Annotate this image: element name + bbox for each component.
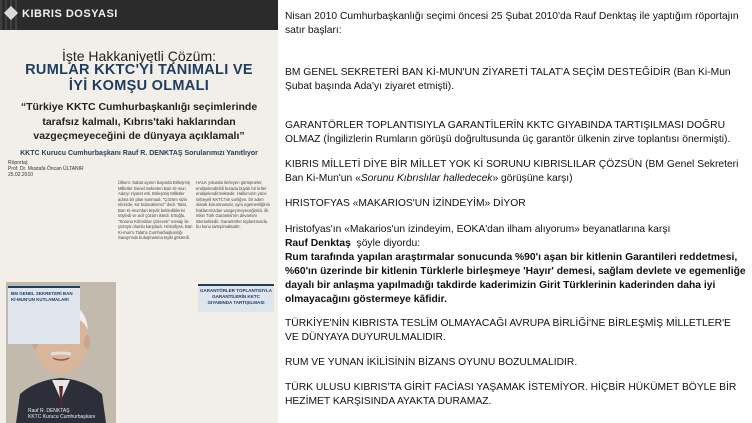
magazine-column-2: HALK yolunda ilerleyen görüşmeler, endişelendirildi burada büyük bir kriter endişelendirmektedir. Halkımızın yüce sebeyeli KKTC'nin varlığını, bir adım olarak korunmasıdır, aynı egemenliğinin haklarımızdan vazgeçmeyeceğimizi, ilk etkin Türk Garantisi'nin devamını istemektedir. Garantörler toplantısında bu konu tartışılmaktadır. [196,180,271,229]
article-point-2 [285,119,747,147]
article-point-7: RUM VE YUNAN İKİLİSİNİN BİZANS OYUNU BOZULMALIDIR. [285,357,578,368]
speaker-said: şöyle diyordu: [356,238,421,249]
article-point-4: HRISTOFYAS «MAKARIOS'UN İZİNDEYİM» DİYOR [285,198,526,209]
magazine-header-bar [0,0,278,30]
point-2-heading: GARANTÖRLER TOPLANTISIYLA GARANTİLERİN KKTC GIYABINDA TARTIŞILMASI DOĞRU OLMAZ [285,120,726,145]
article-intro: Nisan 2010 Cumhurbaşkanlığı seçimi öncesi 25 Şubat 2010'da Rauf Denktaş ile yaptığım röportajın satır başları: [285,11,739,36]
magazine-column-1: Ülkem: Sabat ayının başında Birleşmiş Milletler Genel Sekreteri Ban Ki-mun Ada'yı ziyaret etti. Birleşmiş Milletler adına bir plan sunmadı. "Çözüm sizin elinizde, siz bulacaksınız" dedi. Talat, Ban Ki-mun'dan teşvik beklediklerini söyledi ve acil çözüm istedi. Ertoğlu, "Sorunu Kıbrıslılar çözecek" mesajı ile çözüyü olumlu karşıladı. Hristofyas, Ban Ki-mun'u Talat'a Cumhurbaşkanlığı Sarayı'nda buluşmasına tepki gösterdi. [118,180,193,240]
magazine-headline [0,62,278,94]
reporter-name: Prof. Dr. Mustafa Öncan ÜLTANIR [8,166,84,172]
article-point-1 [285,66,747,94]
headline-line-2: İYİ KOMŞU OLMALI [68,78,210,94]
caption-name: Rauf R. DENKTAŞ [28,408,70,414]
article-point-5 [285,223,747,307]
point-2-note: (İngilizlerin Rumların görüşü doğrultusunda üç garantör ülkenin zirve toplantısı önermişti). [323,134,731,145]
article-point-8: TÜRK ULUSU KIBRIS'TA GİRİT FACİASI YAŞAMAK İSTEMİYOR. HİÇBİR HÜKÜMET BÖYLE BİR HEZİMET KARŞISINDA AYAKTA DURAMAZ. [285,382,737,407]
point-1-note: (Ban Ki-Mun Şubat başında Ada'yı ziyaret etmişti). [285,67,731,92]
magazine-byline: KKTC Kurucu Cumhurbaşkanı Rauf R. DENKTAŞ Sorularımızı Yanıtlıyor [20,150,258,157]
magazine-section-title: KIBRIS DOSYASI [22,8,118,20]
magazine-kicker: İşte Hakkaniyetli Çözüm: [61,48,217,64]
speaker-name: Rauf Denktaş [285,238,351,249]
denktas-quote: Rum tarafında yapılan araştırmalar sonucunda %90'ı aşan bir kitlenin Garantileri reddetmesi, %60'ın üzerinde bir kitlenin Türklerle birleşmeye 'Hayır' demesi, sağlam devlete ve egemenliğe dayalı bir anlaşma yapılmadığı takdirde kaderimizin Girit Türklerinin kaderinden daha iyi olmayacağını göstermeye kâfidir. [285,252,746,305]
headline-line-1: RUMLAR KKTC'Yİ TANIMALI VE [25,62,253,78]
magazine-page-image [0,0,278,423]
point-3-note: (BM Genel Sekreteri Ban Ki-Mun'un « [285,159,739,184]
point-3-italic-quote: Sorunu Kıbrıslılar halledecek [360,173,493,184]
point-5-speaker [285,237,747,251]
article-point-3 [285,158,747,186]
magazine-subheading-box: GARANTÖRLER TOPLANTISIYLA GARANTİLERİN KKTC GIYABINDA TARTIŞILMASI [198,284,274,312]
reporter-label: Röportaj: [8,160,29,166]
point-1-heading: BM GENEL SEKRETERİ BAN Kİ-MUN'UN ZİYARETİ TALAT'A SEÇİM DESTEĞİDİR [285,67,671,78]
caption-title: KKTC Kurucu Cumhurbaşkanı [28,414,96,420]
point-5-line: Hristofyas'ın «Makarios'un izindeyim, EOKA'dan ilham alıyorum» beyanatlarına karşı [285,224,671,235]
portrait-caption [28,408,95,420]
magazine-meta [8,160,88,178]
magazine-quote: “Türkiye KKTC Cumhurbaşkanlığı seçimlerinde tarafsız kalmalı, Kıbrıs'taki haklarından vazgeçmeyeceğini de dünyaya açıklamalı” [20,101,258,142]
point-3-heading: KIBRIS MİLLETİ DİYE BİR MİLLET YOK Kİ SORUNU KIBRISLILAR ÇÖZSÜN [285,159,643,170]
interview-date: 25.02.2010 [8,172,34,178]
article-point-6: TÜRKİYE'NİN KIBRISTA TESLİM OLMAYACAĞI AVRUPA BİRLİĞİ'NE BİRLEŞMİŞ MİLLETLER'E VE DÜNYAYA DUYURULMALIDIR. [285,318,731,343]
magazine-sidebar-box: BM GENEL SEKRETERİ BAN Kİ-MUN'UN KUTLAMALARI [8,286,80,344]
point-3-note-end: » görüşüne karşı) [492,173,573,184]
